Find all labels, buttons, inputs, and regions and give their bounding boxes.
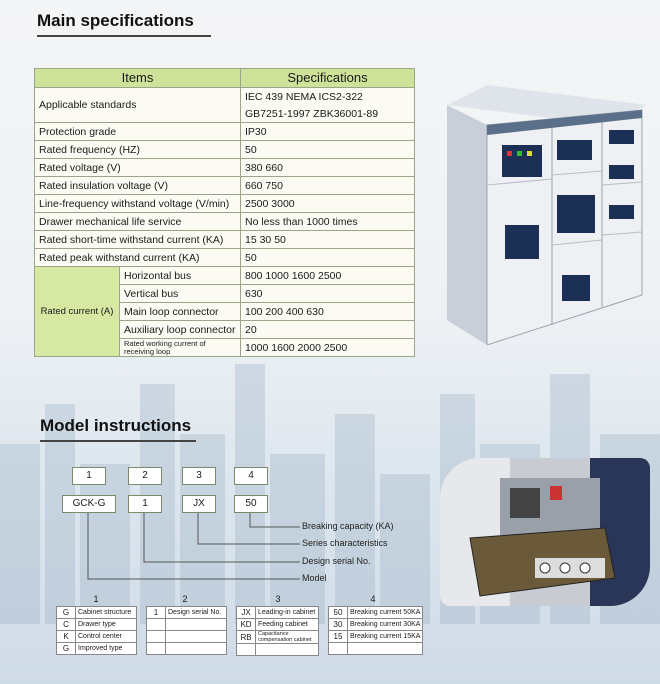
legend-code: G	[57, 643, 76, 655]
legend-group-1	[56, 606, 137, 655]
row-spec: 20	[241, 321, 415, 339]
drawer-unit-photo	[440, 458, 650, 606]
legend-number: 4	[370, 594, 376, 604]
legend-code: 50	[329, 607, 348, 619]
rated-current-label: Rated current (A)	[35, 267, 120, 357]
row-item: Protection grade	[35, 123, 241, 141]
legend-code: KD	[237, 619, 256, 631]
legend-row	[329, 607, 423, 619]
legend-row	[57, 607, 137, 619]
row-item: Applicable standards	[35, 88, 241, 123]
legend-desc: Improved type	[76, 643, 137, 655]
row-item: Rated short-time withstand current (KA)	[35, 231, 241, 249]
spec-line: GB7251-1997 ZBK36001-89	[245, 107, 379, 120]
code-box-capacity: 50	[234, 495, 268, 513]
row-item: Drawer mechanical life service	[35, 213, 241, 231]
row-spec: 380 660	[241, 159, 415, 177]
legend-code: 1	[147, 607, 166, 619]
row-item: Line-frequency withstand voltage (V/min)	[35, 195, 241, 213]
legend-desc: Leading-in cabinet	[256, 607, 319, 619]
position-box: 1	[72, 467, 106, 485]
row-item: Horizontal bus	[120, 267, 241, 285]
legend-row	[57, 619, 137, 631]
row-spec: 660 750	[241, 177, 415, 195]
row-spec: 50	[241, 249, 415, 267]
callout-model: Model	[302, 573, 327, 583]
legend-row	[329, 619, 423, 631]
row-spec: 1000 1600 2000 2500	[241, 339, 415, 357]
header-items: Items	[35, 69, 241, 88]
legend-desc: Control center	[76, 631, 137, 643]
callout-breaking-capacity: Breaking capacity (KA)	[302, 521, 394, 531]
row-item: Rated voltage (V)	[35, 159, 241, 177]
legend-group-2	[146, 606, 227, 655]
row-spec: 2500 3000	[241, 195, 415, 213]
code-box-model: GCK-G	[62, 495, 116, 513]
legend-group-4	[328, 606, 423, 655]
main-specifications-text: Main specifications	[37, 11, 194, 30]
row-spec: 15 30 50	[241, 231, 415, 249]
row-item: Vertical bus	[120, 285, 241, 303]
legend-code: G	[57, 607, 76, 619]
code-box-design: 1	[128, 495, 162, 513]
legend-desc: Feeding cabinet	[256, 619, 319, 631]
legend-code: RB	[237, 631, 256, 644]
legend-desc: Drawer type	[76, 619, 137, 631]
legend-row	[237, 607, 319, 619]
legend-desc: Breaking current 15KA	[348, 631, 423, 643]
row-spec: 50	[241, 141, 415, 159]
model-instructions-text: Model instructions	[40, 416, 192, 435]
legend-number: 3	[275, 594, 281, 604]
legend-code: C	[57, 619, 76, 631]
legend-desc: Cabinet structure	[76, 607, 137, 619]
row-item: Rated frequency (HZ)	[35, 141, 241, 159]
legend-desc: Design serial No.	[166, 607, 227, 619]
row-spec: IP30	[241, 123, 415, 141]
row-spec: 100 200 400 630	[241, 303, 415, 321]
legend-code: 15	[329, 631, 348, 643]
position-box: 2	[128, 467, 162, 485]
row-spec: 800 1000 1600 2500	[241, 267, 415, 285]
legend-code: 30	[329, 619, 348, 631]
row-item: Auxiliary loop connector	[120, 321, 241, 339]
callout-design-serial: Design serial No.	[302, 556, 371, 566]
legend-code: K	[57, 631, 76, 643]
header-specifications: Specifications	[241, 69, 415, 88]
legend-row	[57, 631, 137, 643]
position-box: 3	[182, 467, 216, 485]
row-item: Main loop connector	[120, 303, 241, 321]
row-item: Rated working current of receiving loop	[120, 339, 241, 357]
legend-desc: Breaking current 30KA	[348, 619, 423, 631]
spec-line: IEC 439 NEMA ICS2-322	[245, 90, 363, 103]
legend-number: 2	[182, 594, 188, 604]
legend-group-3	[236, 606, 319, 656]
legend-code: JX	[237, 607, 256, 619]
row-item: Rated insulation voltage (V)	[35, 177, 241, 195]
row-item: Rated peak withstand current (KA)	[35, 249, 241, 267]
legend-row	[237, 619, 319, 631]
row-spec: No less than 1000 times	[241, 213, 415, 231]
position-box: 4	[234, 467, 268, 485]
callout-series: Series characteristics	[302, 538, 388, 548]
legend-desc: Capacitance compensation cabinet	[256, 631, 319, 644]
legend-row	[237, 631, 319, 644]
legend-desc: Breaking current 50KA	[348, 607, 423, 619]
code-box-series: JX	[182, 495, 216, 513]
row-spec: 630	[241, 285, 415, 303]
legend-row	[57, 643, 137, 655]
legend-row	[329, 631, 423, 643]
legend-number: 1	[93, 594, 99, 604]
legend-row	[147, 607, 227, 619]
